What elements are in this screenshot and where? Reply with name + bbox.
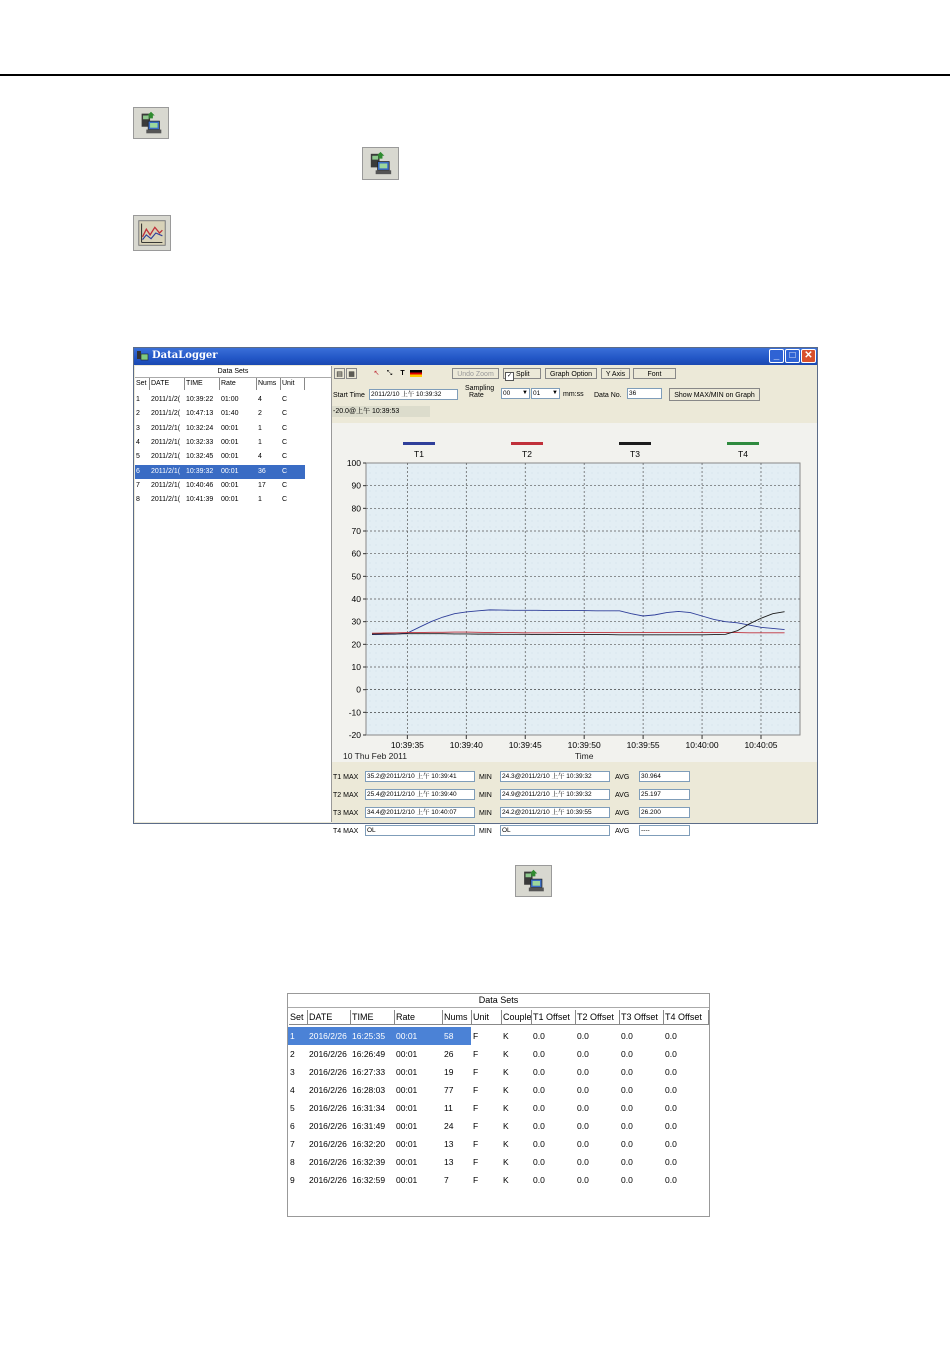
table-cell: 00:01 — [396, 1031, 418, 1041]
table-cell: 11 — [444, 1103, 453, 1113]
table-cell: 2016/2/26 — [309, 1067, 347, 1077]
table-col-header[interactable]: Set — [289, 1010, 308, 1025]
table-cell: K — [503, 1085, 509, 1095]
data-set-cell: 10:39:22 — [186, 396, 214, 403]
data-set-row[interactable] — [135, 493, 305, 507]
table-cell: 0.0 — [577, 1067, 589, 1077]
table-cell: 24 — [444, 1121, 454, 1131]
table-cell: 0.0 — [533, 1067, 545, 1077]
x-tick-label: 10:39:45 — [508, 740, 542, 750]
data-set-cell: 4 — [258, 396, 262, 403]
table-cell: 0.0 — [621, 1157, 633, 1167]
stat-min-field[interactable]: OL — [500, 825, 610, 836]
table-cell: 0.0 — [665, 1085, 677, 1095]
graph-panel — [332, 366, 817, 835]
table-cell: K — [503, 1175, 509, 1185]
col-nums[interactable]: Nums — [257, 378, 281, 390]
rate-unit-label: mm:ss — [563, 391, 584, 398]
data-sets-header: Data Sets — [135, 366, 331, 378]
stat-max-field[interactable]: 35.2@2011/2/10 上午 10:39:41 — [365, 771, 475, 782]
rate-sec-select[interactable] — [531, 388, 560, 399]
table-cell: 13 — [444, 1139, 454, 1149]
table-cell: 7 — [290, 1139, 295, 1149]
table-col-header[interactable]: Rate — [395, 1010, 443, 1025]
y-tick-label: 50 — [351, 571, 361, 582]
data-set-cell: 01:40 — [221, 410, 239, 418]
start-time-field[interactable]: 2011/2/10 上午 10:39:32 — [369, 389, 458, 400]
data-set-cell: 10:41:39 — [186, 496, 214, 504]
stat-max-label: T1 MAX — [333, 774, 359, 781]
data-set-cell: 10:40:46 — [186, 481, 214, 489]
stat-max-label: T2 MAX — [333, 792, 359, 799]
table-cell: F — [473, 1175, 479, 1185]
table-cell: 00:01 — [396, 1103, 418, 1113]
table-cell: K — [503, 1031, 509, 1041]
table-cell: 2 — [290, 1049, 295, 1059]
x-tick-label: 10:40:00 — [685, 740, 719, 750]
graph-icon[interactable] — [133, 215, 171, 251]
table-cell: 0.0 — [533, 1121, 545, 1131]
y-tick-label: -10 — [348, 707, 361, 718]
table-cell: 00:01 — [396, 1157, 418, 1167]
table-cell: 4 — [290, 1085, 295, 1095]
col-time[interactable]: TIME — [185, 378, 220, 390]
legend-swatch-t3 — [619, 442, 651, 445]
data-set-cell: 1 — [136, 396, 140, 403]
stat-min-label: MIN — [479, 792, 492, 799]
table-cell: K — [503, 1103, 509, 1113]
table-cell: 3 — [290, 1067, 295, 1077]
table-cell: 2016/2/26 — [309, 1139, 347, 1149]
table-cell: 0.0 — [621, 1067, 633, 1077]
table-cell: 16:31:49 — [352, 1121, 386, 1131]
table-cell: F — [473, 1085, 479, 1095]
stat-min-label: MIN — [479, 828, 492, 835]
data-set-row[interactable] — [135, 436, 305, 450]
table-cell: 0.0 — [665, 1121, 677, 1131]
date-label: 10 Thu Feb 2011 — [343, 751, 407, 761]
table-cell: 0.0 — [533, 1157, 545, 1167]
table-cell: 0.0 — [621, 1175, 633, 1185]
table-cell: 16:32:20 — [352, 1139, 386, 1149]
table-col-header[interactable]: DATE — [308, 1010, 351, 1025]
stats-panel — [332, 762, 817, 835]
data-set-row[interactable] — [135, 422, 305, 436]
table-cell: F — [473, 1157, 479, 1167]
list-view-icon[interactable]: ▦ — [346, 368, 357, 379]
y-tick-label: 60 — [351, 548, 361, 559]
data-set-cell: 2011/2/1( — [151, 438, 181, 446]
x-axis-label: Time — [574, 751, 594, 761]
x-tick-label: 10:39:50 — [567, 740, 601, 750]
chart-area — [332, 423, 817, 762]
table-col-header[interactable]: T4 Offset — [664, 1010, 709, 1025]
y-axis-button[interactable]: Y Axis — [601, 368, 630, 379]
y-tick-label: 90 — [351, 480, 361, 491]
stat-max-label: T4 MAX — [333, 828, 359, 835]
y-tick-label: 70 — [351, 526, 361, 536]
close-button[interactable]: ✕ — [801, 349, 816, 363]
data-set-cell: 36 — [258, 467, 266, 475]
table-col-header[interactable]: Nums — [443, 1010, 472, 1025]
data-set-cell: 10:32:33 — [186, 438, 214, 446]
minimize-button[interactable]: _ — [769, 349, 784, 363]
data-set-cell: 00:01 — [221, 481, 239, 489]
col-unit[interactable]: Unit — [281, 378, 305, 390]
data-sets-panel — [135, 366, 332, 822]
window-title: DataLogger — [152, 350, 218, 361]
datalogger-download-icon[interactable] — [133, 107, 169, 139]
x-tick-label: 10:39:55 — [626, 740, 660, 750]
data-set-cell: 4 — [258, 453, 262, 461]
stat-max-field[interactable]: 25.4@2011/2/10 上午 10:39:40 — [365, 789, 475, 800]
table-cell: F — [473, 1139, 479, 1149]
data-set-cell: 10:47:13 — [186, 410, 214, 418]
split-checkbox[interactable]: ✓ — [506, 373, 513, 379]
table-col-header[interactable]: TIME — [351, 1010, 395, 1025]
table-cell: 19 — [444, 1067, 454, 1077]
y-tick-label: 30 — [351, 616, 361, 627]
data-set-cell: 2011/2/1( — [151, 481, 181, 489]
table-row[interactable] — [288, 1117, 709, 1135]
legend-label-t4: T4 — [738, 449, 748, 459]
rate-min-select[interactable] — [501, 388, 530, 399]
y-tick-label: 0 — [356, 684, 361, 695]
table-cell: 0.0 — [577, 1121, 589, 1131]
undo-zoom-button[interactable]: Undo Zoom — [452, 368, 499, 379]
table-cell: K — [503, 1049, 509, 1059]
table-col-header[interactable]: T3 Offset — [620, 1010, 664, 1025]
data-sets-columns — [135, 378, 331, 390]
data-set-cell: 8 — [136, 496, 140, 504]
cursor-readout: -20.0@上午 10:39:53 — [332, 406, 430, 417]
data-set-cell: 00:01 — [221, 453, 239, 461]
table-row[interactable] — [288, 1153, 709, 1171]
temperature-chart[interactable] — [332, 423, 817, 762]
table-cell: F — [473, 1103, 479, 1113]
data-no-label: Data No. — [594, 392, 622, 399]
maximize-button[interactable]: □ — [785, 349, 800, 363]
data-set-cell: C — [282, 396, 288, 403]
table-cell: 77 — [444, 1085, 454, 1095]
table-col-header[interactable]: T2 Offset — [576, 1010, 620, 1025]
table-cell: 0.0 — [665, 1139, 677, 1149]
data-set-cell: C — [282, 410, 288, 418]
table-cell: 0.0 — [577, 1175, 589, 1185]
data-set-cell: 5 — [136, 453, 140, 461]
table-cell: 2016/2/26 — [309, 1085, 347, 1095]
y-tick-label: 80 — [351, 503, 361, 514]
datalogger-window — [133, 347, 818, 835]
table-cell: F — [473, 1121, 479, 1131]
table-cell: 00:01 — [396, 1175, 418, 1185]
table-cell: 00:01 — [396, 1139, 418, 1149]
data-set-cell: 00:01 — [221, 438, 239, 446]
table-cell: 00:01 — [396, 1067, 418, 1077]
legend-swatch-t1 — [403, 442, 435, 445]
data-set-cell: C — [282, 467, 288, 475]
table-cell: K — [503, 1157, 509, 1167]
table-cell: 8 — [290, 1157, 295, 1167]
data-set-cell: 2011/2/1( — [151, 496, 181, 504]
data-set-cell: C — [282, 424, 288, 432]
table-col-header[interactable]: Couple — [502, 1010, 532, 1025]
table-cell: 16:32:59 — [352, 1175, 386, 1185]
table-col-header[interactable]: T1 Offset — [532, 1010, 576, 1025]
stat-min-label: MIN — [479, 774, 492, 781]
table-cell: 2016/2/26 — [309, 1157, 347, 1167]
table-cell: 0.0 — [621, 1085, 633, 1095]
data-set-cell: C — [282, 453, 288, 461]
stat-max-field[interactable]: OL — [365, 825, 475, 836]
rate-min-value: 00 — [503, 390, 511, 397]
legend-label-t3: T3 — [630, 449, 640, 459]
data-set-cell: 01:00 — [221, 396, 239, 403]
table-cell: 0.0 — [577, 1103, 589, 1113]
split-label: Split — [515, 371, 530, 378]
table-cell: 0.0 — [665, 1103, 677, 1113]
split-toggle[interactable] — [503, 368, 541, 379]
table-row[interactable] — [288, 1045, 709, 1063]
y-tick-label: 10 — [351, 662, 361, 672]
table-cell: 0.0 — [665, 1031, 677, 1041]
legend-label-t1: T1 — [414, 449, 424, 459]
stat-max-label: T3 MAX — [333, 810, 359, 817]
data-set-cell: 2011/2/1( — [151, 467, 181, 475]
title-bar[interactable] — [134, 348, 817, 365]
data-set-cell: 17 — [258, 481, 266, 489]
data-set-cell: 3 — [136, 424, 140, 432]
data-set-row[interactable] — [135, 450, 305, 464]
dropdown-arrow-icon[interactable]: ▼ — [522, 390, 528, 396]
dropdown-arrow-icon[interactable]: ▼ — [552, 390, 558, 396]
data-set-cell: 2 — [136, 410, 140, 418]
table-cell: K — [503, 1121, 509, 1131]
legend-swatch-t2 — [511, 442, 543, 445]
data-set-cell: 2011/2/1( — [151, 424, 181, 432]
table-cell: 0.0 — [533, 1103, 545, 1113]
data-set-cell: C — [282, 496, 288, 504]
table-cell: 0.0 — [665, 1067, 677, 1077]
data-set-cell: C — [282, 481, 288, 489]
table-cell: 16:28:03 — [352, 1085, 386, 1095]
start-time-label: Start Time — [333, 392, 365, 399]
stat-max-field[interactable]: 34.4@2011/2/10 上午 10:40:07 — [365, 807, 475, 818]
text-tool-icon[interactable]: T — [400, 370, 405, 377]
data-set-cell: 00:01 — [221, 424, 239, 432]
graph-option-button[interactable]: Graph Option — [545, 368, 597, 379]
table-cell: 16:32:39 — [352, 1157, 386, 1167]
stat-avg-label: AVG — [615, 792, 630, 799]
col-set[interactable]: Set — [135, 378, 150, 390]
table-cell: 16:25:35 — [352, 1031, 386, 1041]
x-tick-label: 10:40:05 — [744, 740, 778, 750]
table-cell: K — [503, 1067, 509, 1077]
col-rate[interactable]: Rate — [220, 378, 257, 390]
color-icon[interactable] — [410, 370, 422, 377]
y-tick-label: 20 — [351, 639, 361, 650]
stat-avg-field[interactable]: ---- — [639, 825, 690, 836]
table-cell: 0.0 — [533, 1049, 545, 1059]
data-set-cell: 7 — [136, 481, 140, 489]
table-row[interactable] — [288, 1063, 709, 1081]
stat-avg-label: AVG — [615, 810, 630, 817]
table-row[interactable] — [288, 1027, 709, 1045]
data-set-cell: 2011/2/1( — [151, 453, 181, 461]
table-cell: F — [473, 1049, 479, 1059]
data-sets-table-header: Data Sets — [288, 994, 709, 1008]
table-cell: 2016/2/26 — [309, 1175, 347, 1185]
table-cell: F — [473, 1067, 479, 1077]
table-cell: F — [473, 1031, 479, 1041]
data-set-cell: C — [282, 438, 288, 446]
legend-swatch-t4 — [727, 442, 759, 445]
table-cell: 00:01 — [396, 1121, 418, 1131]
data-set-cell: 00:01 — [221, 496, 239, 504]
show-maxmin-button[interactable]: Show MAX/MIN on Graph — [669, 388, 760, 401]
table-cell: 0.0 — [621, 1121, 633, 1131]
data-set-row[interactable] — [135, 479, 305, 493]
data-set-cell: 00:01 — [221, 467, 239, 475]
table-cell: 00:01 — [396, 1085, 418, 1095]
table-cell: 16:26:49 — [352, 1049, 386, 1059]
data-set-cell: 6 — [136, 467, 140, 475]
table-cell: 1 — [290, 1031, 295, 1041]
table-cell: 0.0 — [665, 1049, 677, 1059]
x-tick-label: 10:39:35 — [390, 740, 424, 750]
table-cell: 0.0 — [533, 1085, 545, 1095]
table-cell: 58 — [444, 1031, 454, 1041]
table-cell: 6 — [290, 1121, 295, 1131]
data-set-cell: 2 — [258, 410, 262, 418]
stat-min-field[interactable]: 24.9@2011/2/10 上午 10:39:32 — [500, 789, 610, 800]
table-cell: 5 — [290, 1103, 295, 1113]
table-row[interactable] — [288, 1135, 709, 1153]
table-cell: 0.0 — [621, 1139, 633, 1149]
y-tick-label: 100 — [346, 458, 361, 468]
table-cell: 0.0 — [621, 1031, 633, 1041]
header-rule — [0, 74, 950, 76]
data-set-cell: 4 — [136, 438, 140, 446]
table-cell: 0.0 — [577, 1031, 589, 1041]
table-cell: 16:31:34 — [352, 1103, 386, 1113]
datalogger-download-icon[interactable] — [515, 865, 552, 897]
app-icon — [136, 350, 149, 362]
font-button[interactable]: Font — [633, 368, 676, 379]
data-set-cell: 10:32:24 — [186, 424, 214, 432]
table-row[interactable] — [288, 1171, 709, 1189]
data-set-cell: 2011/1/2( — [151, 396, 181, 403]
stat-min-field[interactable]: 24.3@2011/2/10 上午 10:39:32 — [500, 771, 610, 782]
cursor-icon[interactable]: ↖ — [373, 370, 380, 377]
x-tick-label: 10:39:40 — [449, 740, 483, 750]
col-date[interactable]: DATE — [150, 378, 185, 390]
stat-avg-field[interactable]: 25.197 — [639, 789, 690, 800]
table-cell: 7 — [444, 1175, 449, 1185]
data-set-row[interactable] — [135, 465, 305, 479]
stat-avg-field[interactable]: 26.200 — [639, 807, 690, 818]
table-cell: 0.0 — [533, 1175, 545, 1185]
table-cell: 0.0 — [533, 1139, 545, 1149]
data-set-cell: 1 — [258, 438, 262, 446]
data-set-cell: 10:39:32 — [186, 467, 214, 475]
table-cell: 0.0 — [577, 1157, 589, 1167]
stat-avg-label: AVG — [615, 774, 630, 781]
stat-avg-label: AVG — [615, 828, 630, 835]
data-set-cell: 2011/1/2( — [151, 410, 181, 418]
table-cell: 0.0 — [665, 1175, 677, 1185]
table-cell: 0.0 — [577, 1085, 589, 1095]
table-cell: 16:27:33 — [352, 1067, 386, 1077]
data-set-cell: 10:32:45 — [186, 453, 214, 461]
table-cell: 0.0 — [621, 1103, 633, 1113]
data-set-row[interactable] — [135, 393, 305, 407]
table-cell: 13 — [444, 1157, 454, 1167]
table-cell: 00:01 — [396, 1049, 418, 1059]
table-cell: 0.0 — [665, 1157, 677, 1167]
table-cell: 2016/2/26 — [309, 1103, 347, 1113]
table-cell: 0.0 — [577, 1139, 589, 1149]
stat-min-label: MIN — [479, 810, 492, 817]
table-row[interactable] — [288, 1081, 709, 1099]
datalogger-download-icon[interactable] — [362, 147, 399, 180]
data-set-cell: 1 — [258, 496, 262, 504]
data-set-row[interactable] — [135, 407, 305, 421]
rate-sec-value: 01 — [533, 390, 541, 397]
y-tick-label: 40 — [351, 594, 361, 604]
sampling-rate-label-2: Rate — [469, 392, 484, 399]
table-cell: 2016/2/26 — [309, 1121, 347, 1131]
stat-avg-field[interactable]: 30.964 — [639, 771, 690, 782]
table-cell: 0.0 — [533, 1031, 545, 1041]
sampling-rate-label-1: Sampling — [465, 385, 495, 392]
table-cell: 0.0 — [621, 1049, 633, 1059]
table-cell: 9 — [290, 1175, 295, 1185]
table-cell: 2016/2/26 — [309, 1031, 347, 1041]
table-view-icon[interactable]: ▤ — [334, 368, 345, 379]
y-tick-label: -20 — [348, 730, 361, 740]
zoom-cursor-icon[interactable]: ⤡ — [386, 370, 393, 377]
table-cell: K — [503, 1139, 509, 1149]
table-cell: 26 — [444, 1049, 454, 1059]
table-cell: 2016/2/26 — [309, 1049, 347, 1059]
table-row[interactable] — [288, 1099, 709, 1117]
stat-min-field[interactable]: 24.2@2011/2/10 上午 10:39:55 — [500, 807, 610, 818]
table-col-header[interactable]: Unit — [472, 1010, 502, 1025]
legend-label-t2: T2 — [522, 449, 532, 459]
data-no-field[interactable]: 36 — [627, 388, 662, 399]
data-sets-table — [287, 993, 710, 1217]
data-set-cell: 1 — [258, 424, 262, 432]
table-cell: 0.0 — [577, 1049, 589, 1059]
